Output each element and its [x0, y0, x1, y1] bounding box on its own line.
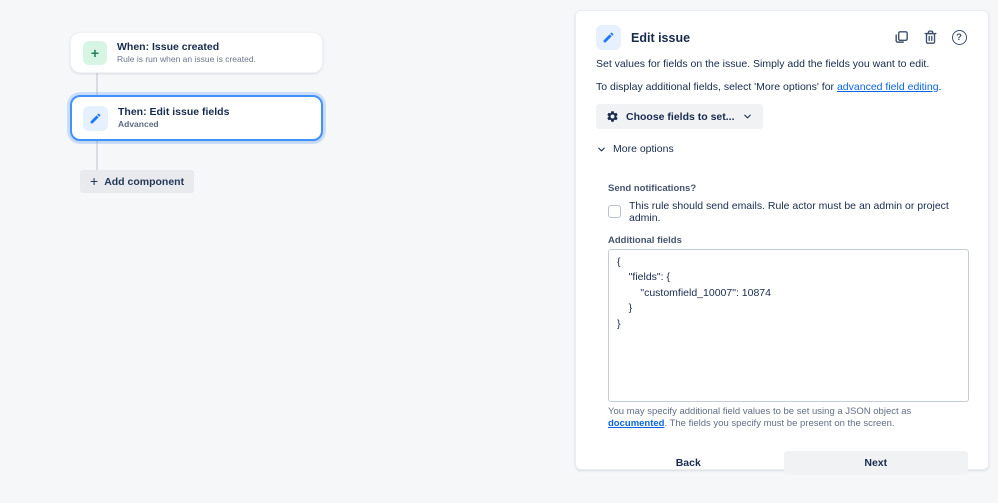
advanced-field-editing-link[interactable]: advanced field editing — [836, 81, 939, 93]
additional-fields-helper — [608, 406, 969, 430]
additional-fields-hint — [596, 80, 968, 95]
hint-text: To display additional fields, select 'More options' for — [596, 81, 837, 93]
connector-line — [96, 73, 98, 96]
action-card-subtitle: Advanced — [118, 119, 159, 129]
next-button[interactable]: Next — [784, 451, 969, 475]
panel-footer — [596, 451, 968, 475]
chevron-down-icon — [596, 144, 607, 155]
plus-icon: + — [83, 41, 107, 65]
trigger-card-issue-created[interactable] — [70, 32, 323, 73]
connector-line — [96, 141, 98, 171]
choose-fields-label: Choose fields to set... — [626, 110, 735, 123]
additional-fields-label: Additional fields — [608, 234, 682, 246]
edit-issue-config-panel — [575, 10, 989, 470]
duplicate-icon[interactable] — [892, 29, 910, 47]
trash-icon[interactable] — [921, 29, 939, 47]
panel-description: Set values for fields on the issue. Simply add the fields you want to edit. — [596, 58, 930, 70]
more-options-toggle[interactable] — [596, 143, 674, 155]
more-options-label: More options — [613, 143, 674, 155]
help-icon[interactable]: ? — [950, 29, 968, 47]
more-options-section — [608, 183, 968, 430]
send-emails-checkbox-row — [608, 200, 968, 224]
panel-header — [596, 25, 968, 50]
send-emails-checkbox[interactable] — [608, 205, 621, 218]
additional-fields-json-input[interactable] — [608, 249, 969, 402]
send-notifications-label: Send notifications? — [608, 182, 697, 194]
chevron-down-icon — [742, 111, 753, 122]
back-button[interactable]: Back — [596, 451, 781, 475]
add-component-label: Add component — [104, 175, 185, 188]
trigger-card-subtitle: Rule is run when an issue is created. — [117, 53, 256, 64]
documented-link[interactable]: documented — [608, 417, 665, 429]
choose-fields-dropdown[interactable] — [596, 104, 763, 129]
helper-text-before: You may specify additional field values to be set using a JSON object as — [608, 405, 912, 417]
trigger-card-title: When: Issue created — [117, 40, 220, 53]
plus-icon: + — [90, 173, 99, 189]
add-component-button[interactable] — [80, 170, 194, 193]
send-emails-checkbox-label[interactable]: This rule should send emails. Rule actor must be an admin or project admin. — [629, 199, 949, 224]
helper-text-after: . The fields you specify must be present on the screen. — [664, 417, 895, 429]
pencil-icon — [596, 25, 621, 50]
action-card-title: Then: Edit issue fields — [118, 106, 230, 118]
panel-title: Edit issue — [631, 30, 691, 45]
pencil-icon — [83, 106, 108, 131]
action-card-edit-issue-fields[interactable] — [70, 95, 323, 141]
hint-text-after: . — [938, 81, 942, 93]
gear-icon — [606, 110, 619, 123]
